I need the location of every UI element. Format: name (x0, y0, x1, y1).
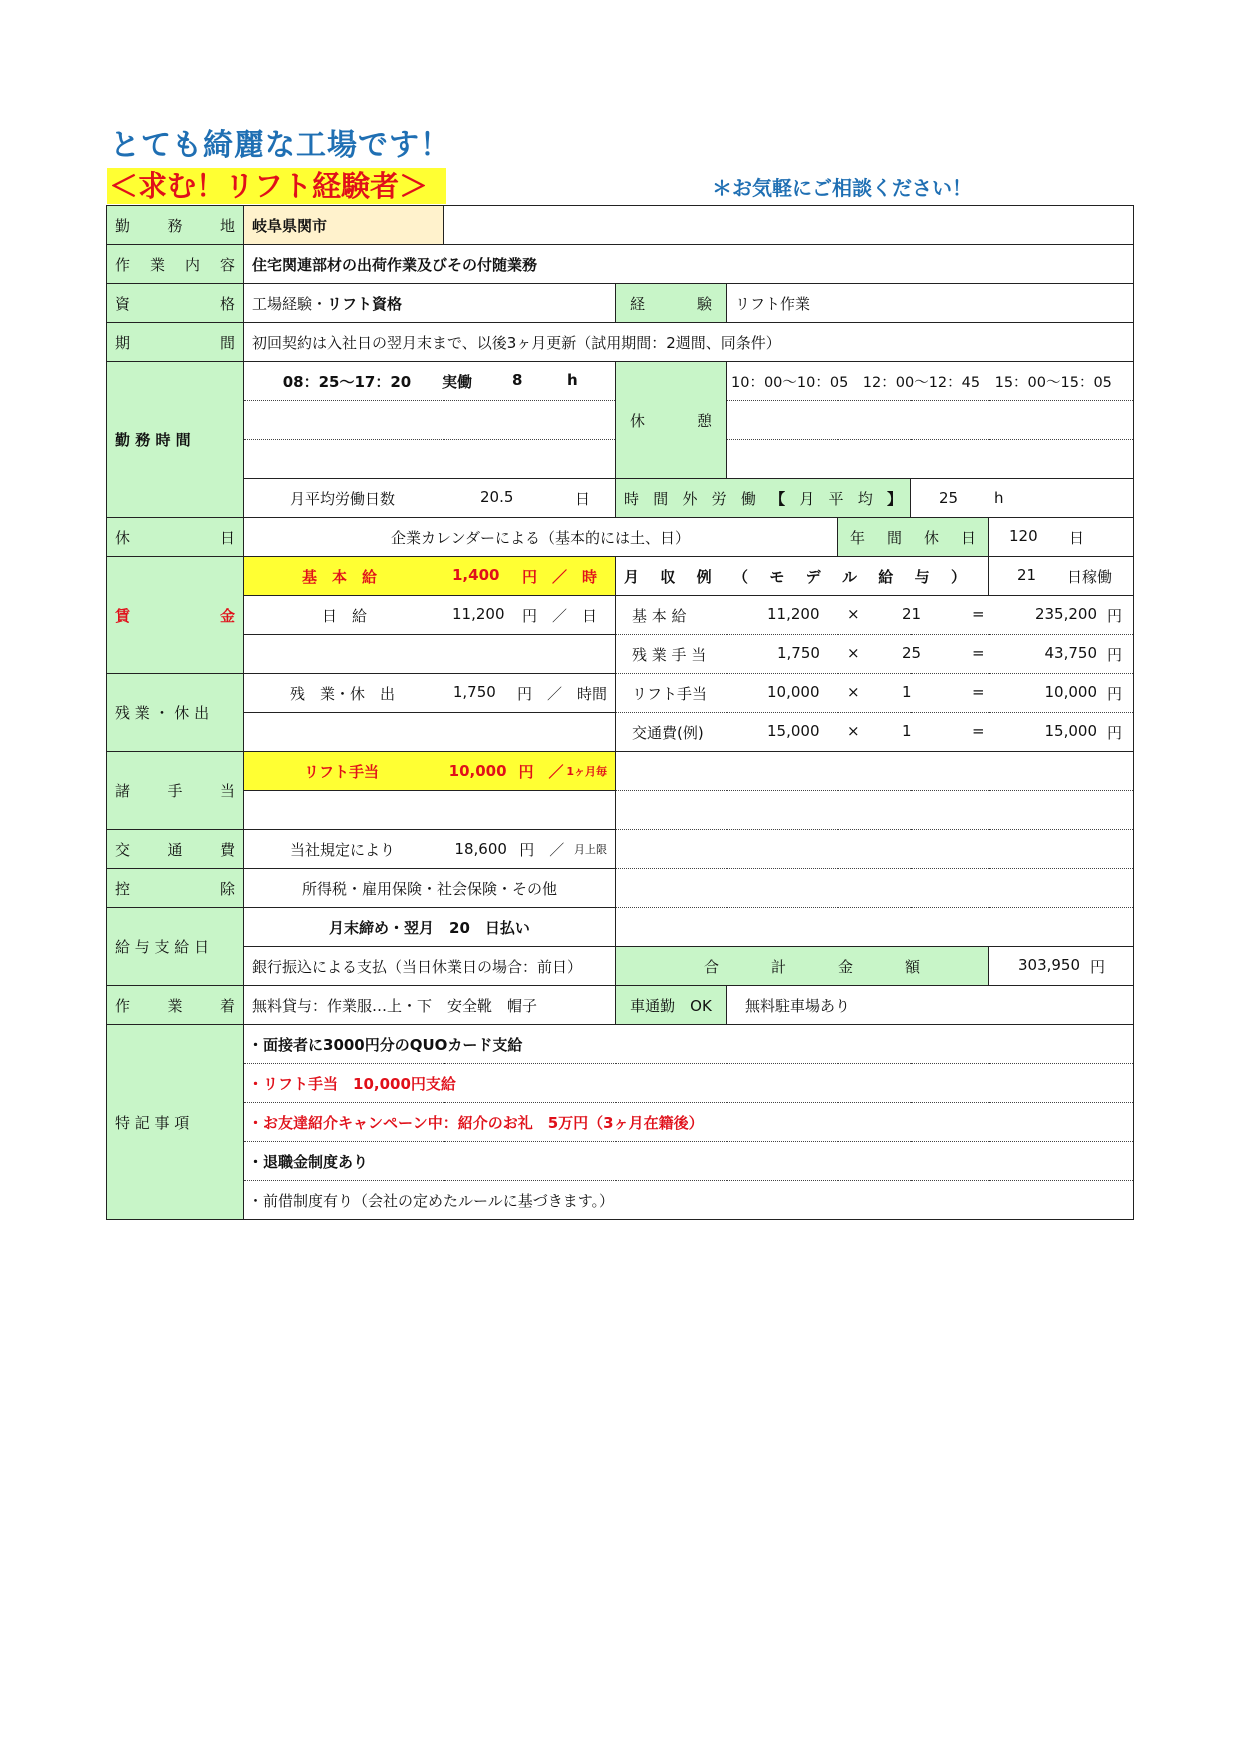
label-payday: 給 与 支 給 日 (107, 908, 244, 986)
label-total: 合 計 金 額 (616, 947, 989, 986)
label-job: 作 業 内 容 (107, 245, 244, 284)
hours-time: 08：25～17：20 実働 8 h (244, 362, 616, 401)
label-allowance: 諸 手 当 (107, 752, 244, 830)
model-line-overtime: 残 業 手 当 1,750 × 25 = 43,750 円 (616, 635, 1134, 674)
break-blank-1 (727, 401, 1134, 440)
note-item: ・前借制度有り（会社の定めたルールに基づきます。） (244, 1181, 1134, 1220)
experience-value: リフト作業 (727, 284, 1134, 323)
qualification-value: 工場経験・リフト資格 (244, 284, 616, 323)
label-wage: 賃 金 (107, 557, 244, 674)
label-period: 期 間 (107, 323, 244, 362)
annual-holiday-value: 120 日 (989, 518, 1134, 557)
car-commute: 車通勤 OK (616, 986, 727, 1025)
note-item: ・退職金制度あり (244, 1142, 1134, 1181)
lift-allowance: リフト手当 10,000 円 ／ 1ヶ月毎 (244, 752, 616, 791)
label-holiday: 休 日 (107, 518, 244, 557)
consult-note: ＊お気軽にご相談ください！ (712, 176, 972, 200)
allowance-right-blank-2 (616, 791, 1134, 830)
daily-wage: 日 給 11,200 円 ／ 日 (244, 596, 616, 635)
label-hours: 勤 務 時 間 (107, 362, 244, 518)
model-line-lift: リフト手当 10,000 × 1 = 10,000 円 (616, 674, 1134, 713)
job-info-table (106, 205, 1134, 1220)
recruit-banner: ＜求む！リフト経験者＞ (107, 168, 446, 204)
transport-value: 当社規定により 18,600 円 ／ 月上限 (244, 830, 616, 869)
break-blank-2 (727, 440, 1134, 479)
total-value: 303,950 円 (989, 947, 1134, 986)
model-days: 21 日稼働 (989, 557, 1134, 596)
label-overtime-hours: 時 間 外 労 働 【 月 平 均 】 (616, 479, 911, 518)
overtime-hours-value: 25 h (911, 479, 1134, 518)
note-item: ・面接者に3000円分のQUOカード支給 (244, 1025, 1134, 1064)
note-item: ・リフト手当 10,000円支給 (244, 1064, 1134, 1103)
transport-right-blank (616, 830, 1134, 869)
overtime-blank (244, 713, 616, 752)
label-uniform: 作 業 着 (107, 986, 244, 1025)
label-overtime: 残 業 ・ 休 出 (107, 674, 244, 752)
hours-blank-2 (244, 440, 616, 479)
monthly-days: 月平均労働日数 20.5 日 (244, 479, 616, 518)
model-line-base: 基 本 給 11,200 × 21 = 235,200 円 (616, 596, 1134, 635)
job-value: 住宅関連部材の出荷作業及びその付随業務 (244, 245, 1134, 284)
overtime-rate: 残 業・休 出 1,750 円 ／ 時間 (244, 674, 616, 713)
note-item: ・お友達紹介キャンペーン中：紹介のお礼 5万円（3ヶ月在籍後） (244, 1103, 1134, 1142)
page-title: とても綺麗な工場です！ (110, 128, 451, 163)
allowance-blank (244, 791, 616, 830)
model-line-transport: 交通費(例) 15,000 × 1 = 15,000 円 (616, 713, 1134, 752)
period-value: 初回契約は入社日の翌月末まで、以後3ヶ月更新（試用期間：2週間、同条件） (244, 323, 1134, 362)
holiday-value: 企業カレンダーによる（基本的には土、日） (244, 518, 838, 557)
label-notes: 特 記 事 項 (107, 1025, 244, 1220)
base-wage: 基 本 給 1,400 円 ／ 時 (244, 557, 616, 596)
model-income-label: 月 収 例 （ モ デ ル 給 与 ） (616, 557, 989, 596)
payday-value: 月末締め・翌月 20 日払い (244, 908, 616, 947)
label-workplace: 勤 務 地 (107, 206, 244, 245)
allowance-right-blank (616, 752, 1134, 791)
parking-value: 無料駐車場あり (727, 986, 1134, 1025)
workplace-value: 岐阜県関市 (244, 206, 444, 245)
label-annual-holiday: 年 間 休 日 (838, 518, 989, 557)
label-break: 休 憩 (616, 362, 727, 479)
wage-blank (244, 635, 616, 674)
deduction-value: 所得税・雇用保険・社会保険・その他 (244, 869, 616, 908)
hours-blank-1 (244, 401, 616, 440)
payday-right-blank (616, 908, 1134, 947)
deduction-right-blank (616, 869, 1134, 908)
label-transport: 交 通 費 (107, 830, 244, 869)
label-qualification: 資 格 (107, 284, 244, 323)
label-deduction: 控 除 (107, 869, 244, 908)
break-value: 10：00～10：05 12：00～12：45 15：00～15：05 (727, 362, 1134, 401)
payment-method: 銀行振込による支払（当日休業日の場合：前日） (244, 947, 616, 986)
uniform-value: 無料貸与：作業服…上・下 安全靴 帽子 (244, 986, 616, 1025)
label-experience: 経 験 (616, 284, 727, 323)
